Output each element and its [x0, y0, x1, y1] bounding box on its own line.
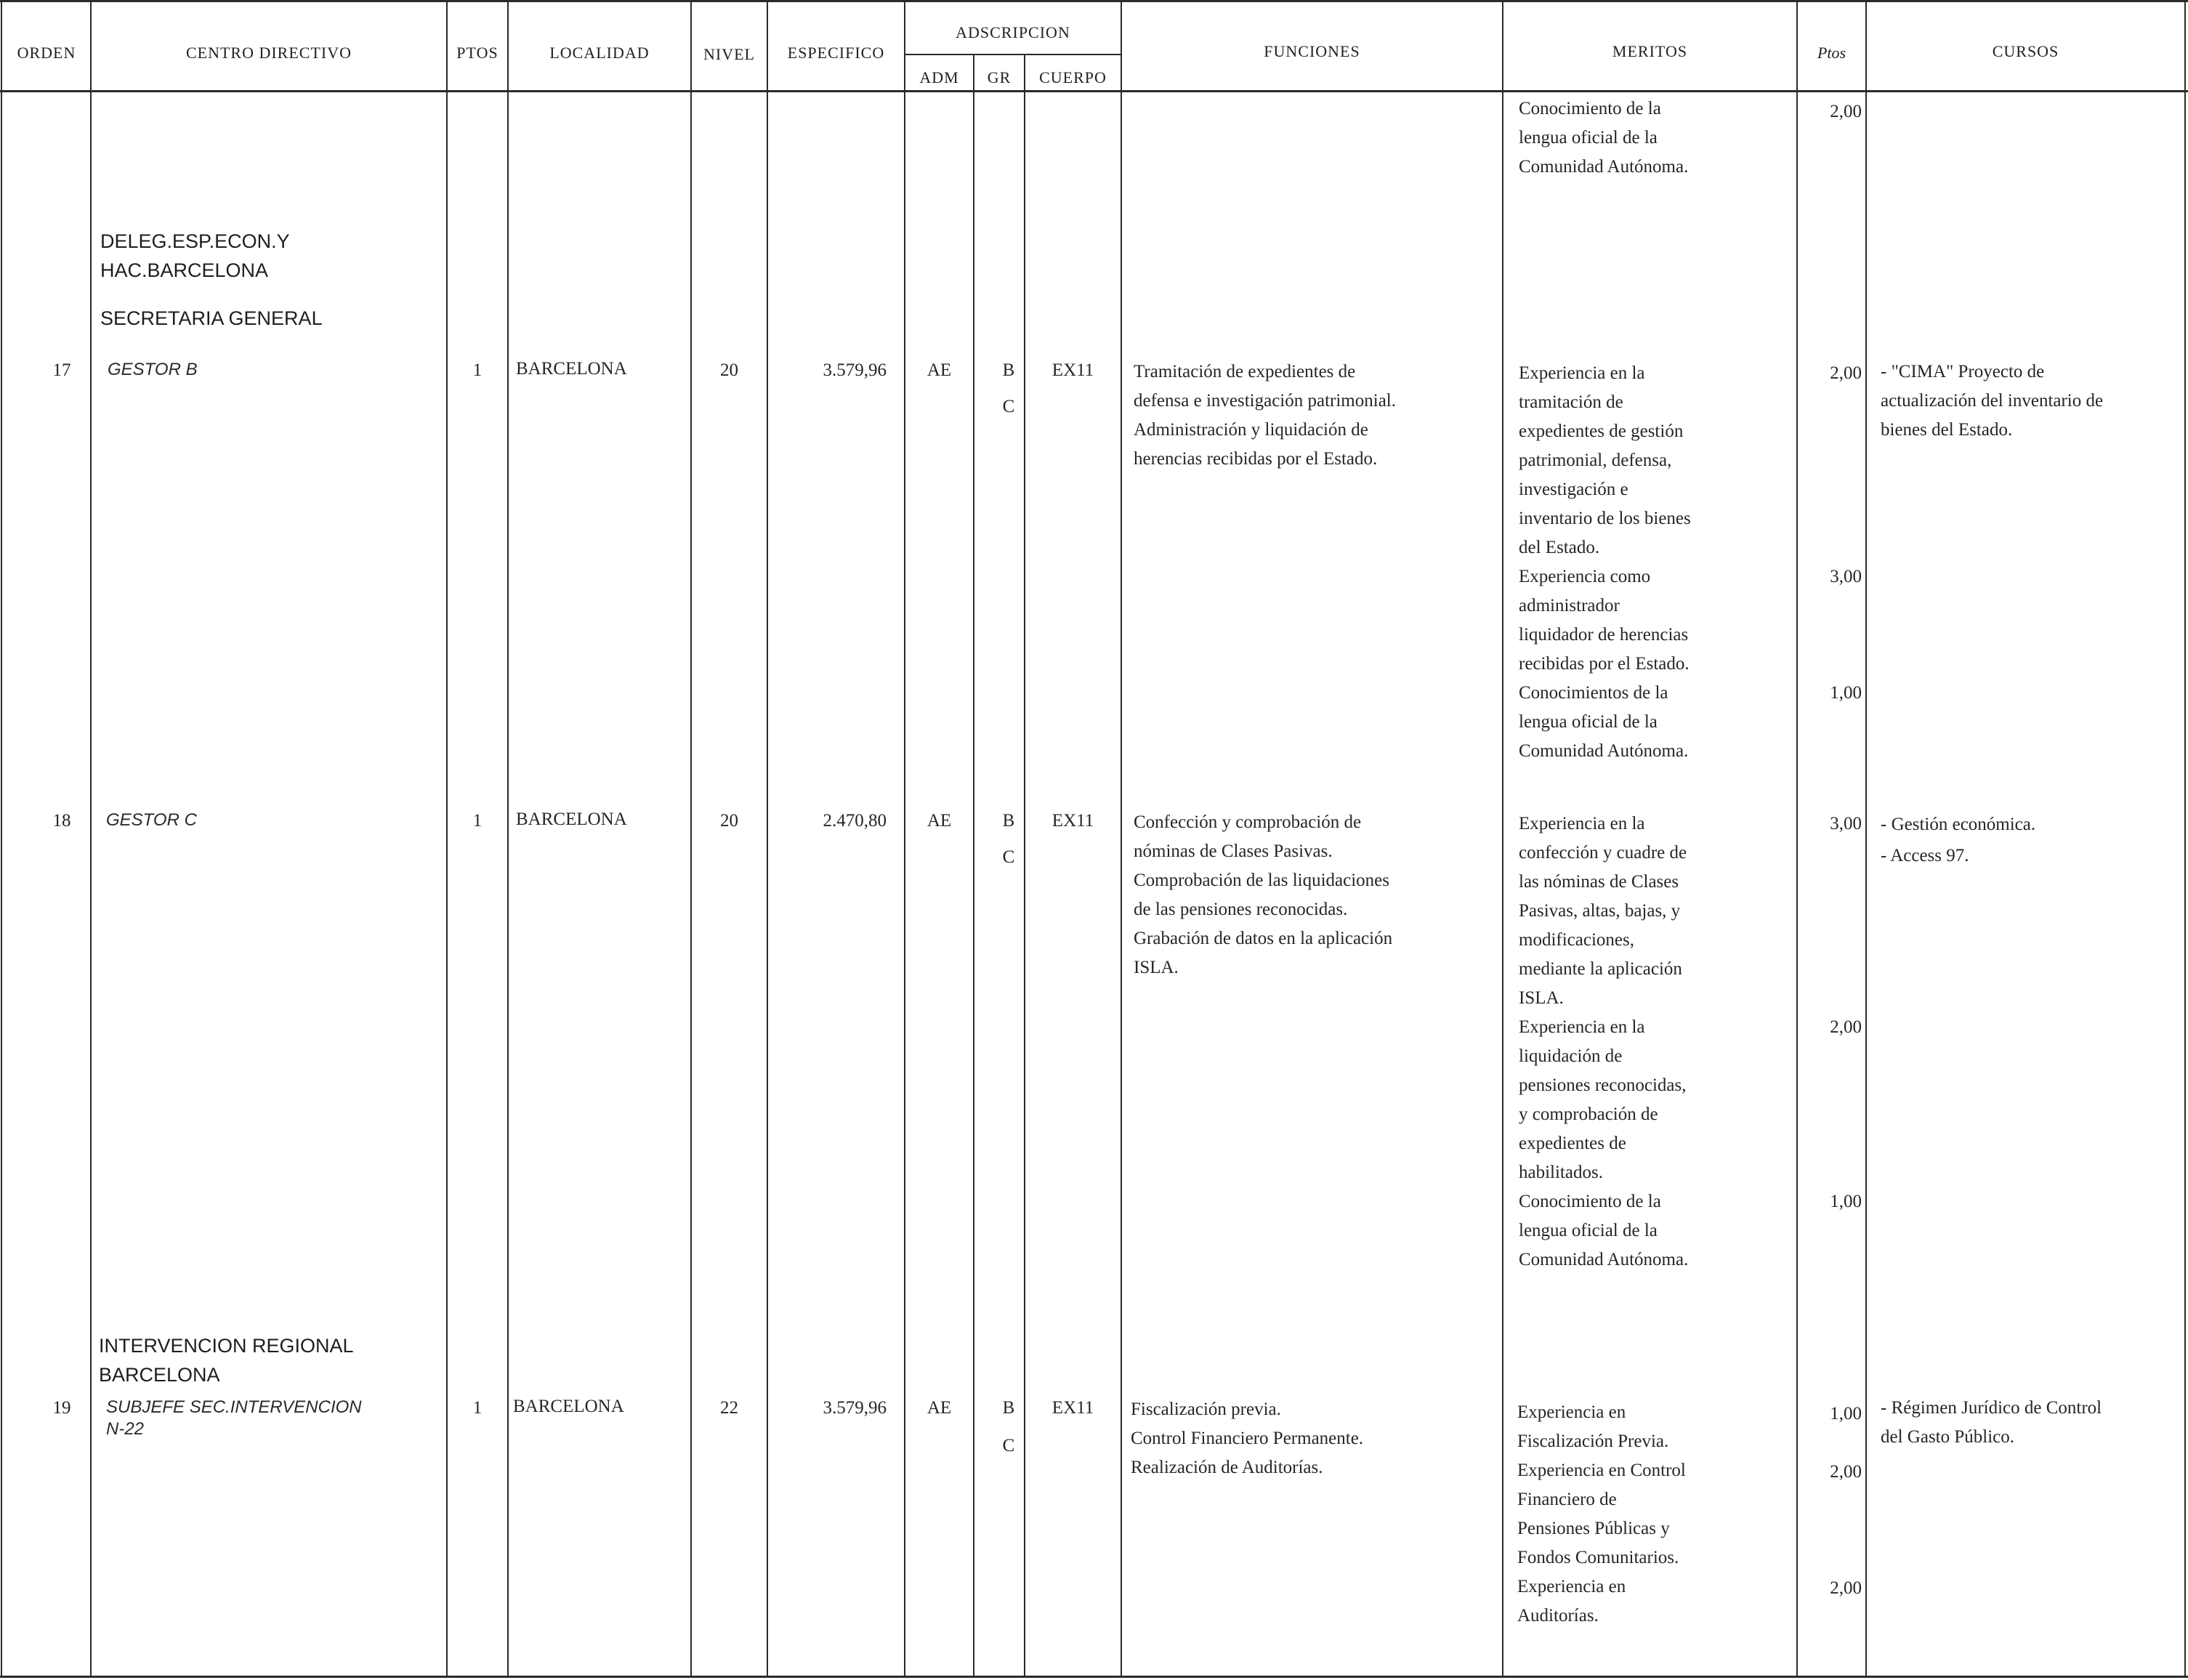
gr-cell: C — [1002, 1436, 1015, 1455]
gr-cell: B — [1002, 1398, 1015, 1418]
meritos-cell: Experiencia en la confección y cuadre de las nóminas de Clases Pasivas, altas, bajas, y modificaciones, mediante la aplicación ISLA. Experiencia en la liquidación de pensiones reconocidas, y comprobación de expedientes de habilitados. Conocimiento de la lengua oficial de la Comunidad Autónoma. — [1519, 814, 1689, 1269]
puesto-cell: SUBJEFE SEC.INTERVENCION — [106, 1397, 362, 1417]
table-header — [0, 0, 2188, 93]
merit-points: 2,00 — [1830, 1462, 1862, 1482]
merit-points: 2,00 — [1830, 1017, 1862, 1037]
merit-points: 1,00 — [1830, 1404, 1862, 1423]
gr-cell: B — [1002, 360, 1015, 380]
header-nivel: NIVEL — [703, 45, 755, 63]
orden-cell: 17 — [52, 360, 71, 380]
header-orden: ORDEN — [17, 44, 76, 62]
centro-directivo-subtitle: SECRETARIA GENERAL — [100, 307, 323, 329]
funciones-cell: Fiscalización previa. Control Financiero Permanente. Realización de Auditorías. — [1131, 1400, 1364, 1477]
cursos-cell: - "CIMA" Proyecto de actualización del inventario de bienes del Estado. — [1881, 362, 2104, 440]
puesto-cell: GESTOR B — [108, 360, 198, 379]
header-funciones: FUNCIONES — [1264, 42, 1360, 60]
merit-points: 3,00 — [1830, 567, 1862, 586]
header-localidad: LOCALIDAD — [549, 44, 650, 62]
especifico-cell: 2.470,80 — [823, 811, 887, 831]
centro-directivo-title: DELEG.ESP.ECON.Y — [100, 230, 290, 252]
header-ptos: PTOS — [456, 44, 498, 62]
cuerpo-cell: EX11 — [1051, 811, 1094, 831]
orden-cell: 18 — [52, 811, 71, 831]
localidad-cell: BARCELONA — [516, 809, 627, 829]
header-centro-directivo: CENTRO DIRECTIVO — [185, 44, 352, 62]
meritos-cell: Experiencia en Fiscalización Previa. Experiencia en Control Financiero de Pensiones Públicas y Fondos Comunitarios. Experiencia en Auditorías. — [1517, 1402, 1686, 1626]
adm-cell: AE — [927, 811, 952, 831]
funciones-cell: Confección y comprobación de nóminas de Clases Pasivas. Comprobación de las liquidaciones de las pensiones reconocidas. Grabación de datos en la aplicación ISLA. — [1134, 812, 1393, 977]
puesto-cell: N-22 — [106, 1419, 145, 1439]
gr-cell: C — [1002, 397, 1015, 416]
merit-text: Conocimiento de la lengua oficial de la Comunidad Autónoma. — [1519, 99, 1689, 177]
gr-cell: C — [1002, 847, 1015, 867]
header-gr: GR — [987, 68, 1012, 86]
adm-cell: AE — [927, 1398, 952, 1418]
nivel-cell: 20 — [720, 360, 738, 380]
puesto-cell: GESTOR C — [106, 810, 197, 830]
header-meritos: MERITOS — [1612, 42, 1688, 60]
orden-cell: 19 — [52, 1398, 71, 1418]
cursos-cell: - Régimen Jurídico de Control del Gasto Público. — [1881, 1398, 2102, 1447]
header-ptos-meritos: Ptos — [1817, 44, 1846, 62]
merit-points: 2,00 — [1830, 1578, 1862, 1598]
merit-points: 2,00 — [1830, 363, 1862, 383]
centro-directivo-title: BARCELONA — [99, 1364, 220, 1386]
especifico-cell: 3.579,96 — [823, 1398, 887, 1418]
adm-cell: AE — [927, 360, 952, 380]
especifico-cell: 3.579,96 — [823, 360, 887, 380]
merit-points: 1,00 — [1830, 683, 1862, 703]
centro-directivo-title: INTERVENCION REGIONAL — [99, 1335, 354, 1357]
merit-points: 2,00 — [1830, 102, 1862, 121]
header-adscripcion: ADSCRIPCION — [956, 23, 1070, 41]
header-adm: ADM — [919, 68, 959, 86]
header-cuerpo: CUERPO — [1039, 68, 1107, 86]
ptos-cell: 1 — [472, 360, 483, 380]
merit-points: 3,00 — [1830, 814, 1862, 833]
ptos-cell: 1 — [472, 1398, 483, 1418]
nivel-cell: 20 — [720, 811, 738, 831]
funciones-cell: Tramitación de expedientes de defensa e investigación patrimonial. Administración y liquidación de herencias recibidas por el Estado. — [1134, 362, 1396, 469]
cuerpo-cell: EX11 — [1051, 1398, 1094, 1418]
localidad-cell: BARCELONA — [513, 1397, 624, 1416]
ptos-cell: 1 — [472, 811, 483, 831]
centro-directivo-title: HAC.BARCELONA — [100, 259, 269, 281]
header-especifico: ESPECIFICO — [787, 44, 885, 62]
cuerpo-cell: EX11 — [1051, 360, 1094, 380]
header-cursos: CURSOS — [1992, 42, 2059, 60]
meritos-cell: Experiencia en la tramitación de expedientes de gestión patrimonial, defensa, investigación e inventario de los bienes del Estado. Experiencia como administrador liquidador de herencias recibidas por el Estado. Conocimientos de la lengua oficial de la Comunidad Autónoma. — [1519, 363, 1691, 761]
nivel-cell: 22 — [720, 1398, 738, 1418]
gr-cell: B — [1002, 811, 1015, 831]
cursos-cell: - Gestión económica. - Access 97. — [1881, 815, 2036, 865]
merit-points: 1,00 — [1830, 1192, 1862, 1211]
localidad-cell: BARCELONA — [516, 359, 627, 379]
